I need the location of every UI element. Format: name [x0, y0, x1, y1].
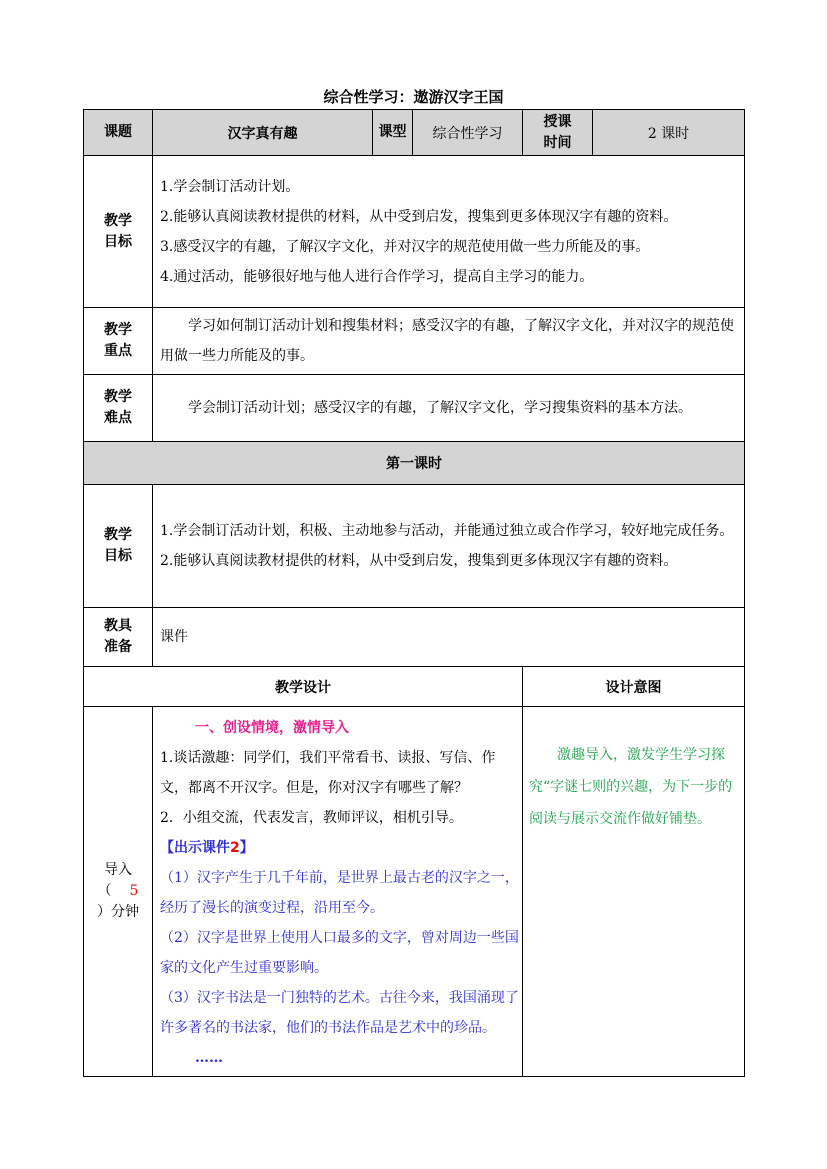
- goals-label: [84, 156, 153, 308]
- stage-paren: （: [97, 883, 112, 899]
- courseware-tag-open: 【出示课件: [160, 840, 230, 856]
- tools-content: [153, 608, 745, 667]
- lesson1-goals-label-line2: 目标: [104, 548, 132, 564]
- key-points-text: 学习如何制订活动计划和搜集材料；感受汉字的有趣，了解汉字文化，并对汉字的规范使用做一些力所能及的事。: [160, 318, 734, 364]
- topic-value: 汉字真有趣: [153, 110, 373, 156]
- lesson-plan-table: [83, 109, 745, 1077]
- fact-item: （1）汉字产生于几千年前，是世界上最古老的汉字之一，经历了漫长的演变过程，沿用至今。: [160, 870, 519, 916]
- type-label: 课型: [373, 110, 413, 156]
- intent-column-header: 设计意图: [523, 667, 745, 707]
- goal-item: 1.学会制订活动计划。: [160, 178, 300, 195]
- time-value: 2 课时: [593, 110, 745, 156]
- section-heading: 一、创设情境，激情导入: [195, 720, 349, 736]
- key-points-row: [84, 308, 745, 375]
- lesson1-goal-item: 2.能够认真阅读教材提供的材料，从中受到启发，搜集到更多体现汉字有趣的资料。: [160, 553, 678, 569]
- design-content: [153, 707, 523, 1077]
- goal-item: 3.感受汉字的有趣，了解汉字文化，并对汉字的规范使用做一些力所能及的事。: [160, 238, 650, 255]
- key-points-label-line1: 教学: [104, 322, 132, 338]
- tools-label-line2: 准备: [104, 639, 132, 655]
- stage-label-line1: 导入: [104, 862, 132, 878]
- difficulties-label: [84, 375, 153, 442]
- time-label: [523, 110, 593, 156]
- design-intent-text: 激趣导入，激发学生学习探究“字谜七则的兴趣，为下一步的阅读与展示交流作做好铺垫。: [529, 747, 733, 827]
- goal-item: 4.通过活动，能够很好地与他人进行合作学习，提高自主学习的能力。: [160, 268, 594, 285]
- lesson1-goals-label: [84, 485, 153, 608]
- design-step-2: 2．小组交流，代表发言，教师评议，相机引导。: [160, 810, 463, 826]
- header-row: [84, 110, 745, 156]
- type-value: 综合性学习: [413, 110, 523, 156]
- fact-item: （2）汉字是世界上使用人口最多的文字，曾对周边一些国家的文化产生过重要影响。: [160, 930, 519, 976]
- goals-label-line2: 目标: [104, 233, 132, 250]
- goal-item: 2.能够认真阅读教材提供的材料，从中受到启发，搜集到更多体现汉字有趣的资料。: [160, 208, 678, 225]
- courseware-number: 2: [230, 840, 240, 856]
- courseware-tag: [160, 833, 520, 863]
- design-column-header: 教学设计: [84, 667, 523, 707]
- lesson1-goal-item: 1.学会制订活动计划，积极、主动地参与活动，并能通过独立或合作学习，较好地完成任务。: [160, 523, 734, 539]
- goals-row: [84, 156, 745, 308]
- stage-label-line3: ）分钟: [97, 904, 139, 920]
- fact-item: （3）汉字书法是一门独特的艺术。古往今来，我国涌现了许多著名的书法家，他们的书法作品是艺术中的珍品。: [160, 990, 519, 1036]
- time-label-line1: 授课: [543, 113, 572, 130]
- key-points-label: [84, 308, 153, 375]
- key-points-label-line2: 重点: [104, 343, 132, 359]
- courseware-tag-close: 】: [239, 840, 254, 856]
- document-title: 综合性学习：遨游汉字王国: [323, 88, 504, 106]
- difficulties-label-line1: 教学: [104, 389, 132, 405]
- design-body-row: [84, 707, 745, 1077]
- topic-label: 课题: [84, 110, 153, 156]
- lesson1-goals-row: [84, 485, 745, 608]
- ellipsis: ……: [195, 1050, 223, 1066]
- key-points-content: [153, 308, 745, 375]
- lesson1-title: 第一课时: [84, 442, 745, 485]
- difficulties-text: 学会制订活动计划；感受汉字的有趣，了解汉字文化，学习搜集资料的基本方法。: [188, 400, 692, 416]
- stage-label: [84, 707, 153, 1077]
- stage-minutes: 5: [129, 883, 139, 899]
- goals-label-line1: 教学: [104, 212, 132, 229]
- design-step-1: 1.谈话激趣：同学们，我们平常看书、读报、写信、作文，都离不开汉字。但是，你对汉字有哪些了解？: [160, 750, 496, 796]
- lesson1-goals-content: [153, 485, 745, 608]
- stage-label-line2: [84, 881, 152, 902]
- lesson1-title-row: [84, 442, 745, 485]
- tools-row: [84, 608, 745, 667]
- tools-label: [84, 608, 153, 667]
- difficulties-content: [153, 375, 745, 442]
- design-intent: [523, 707, 745, 1077]
- tools-label-line1: 教具: [104, 618, 132, 634]
- time-label-line2: 时间: [543, 134, 572, 151]
- difficulties-row: [84, 375, 745, 442]
- goals-content: [153, 156, 745, 308]
- difficulties-label-line2: 难点: [104, 410, 132, 426]
- tools-text: 课件: [160, 629, 188, 645]
- design-header-row: [84, 667, 745, 707]
- lesson1-goals-label-line1: 教学: [104, 527, 132, 543]
